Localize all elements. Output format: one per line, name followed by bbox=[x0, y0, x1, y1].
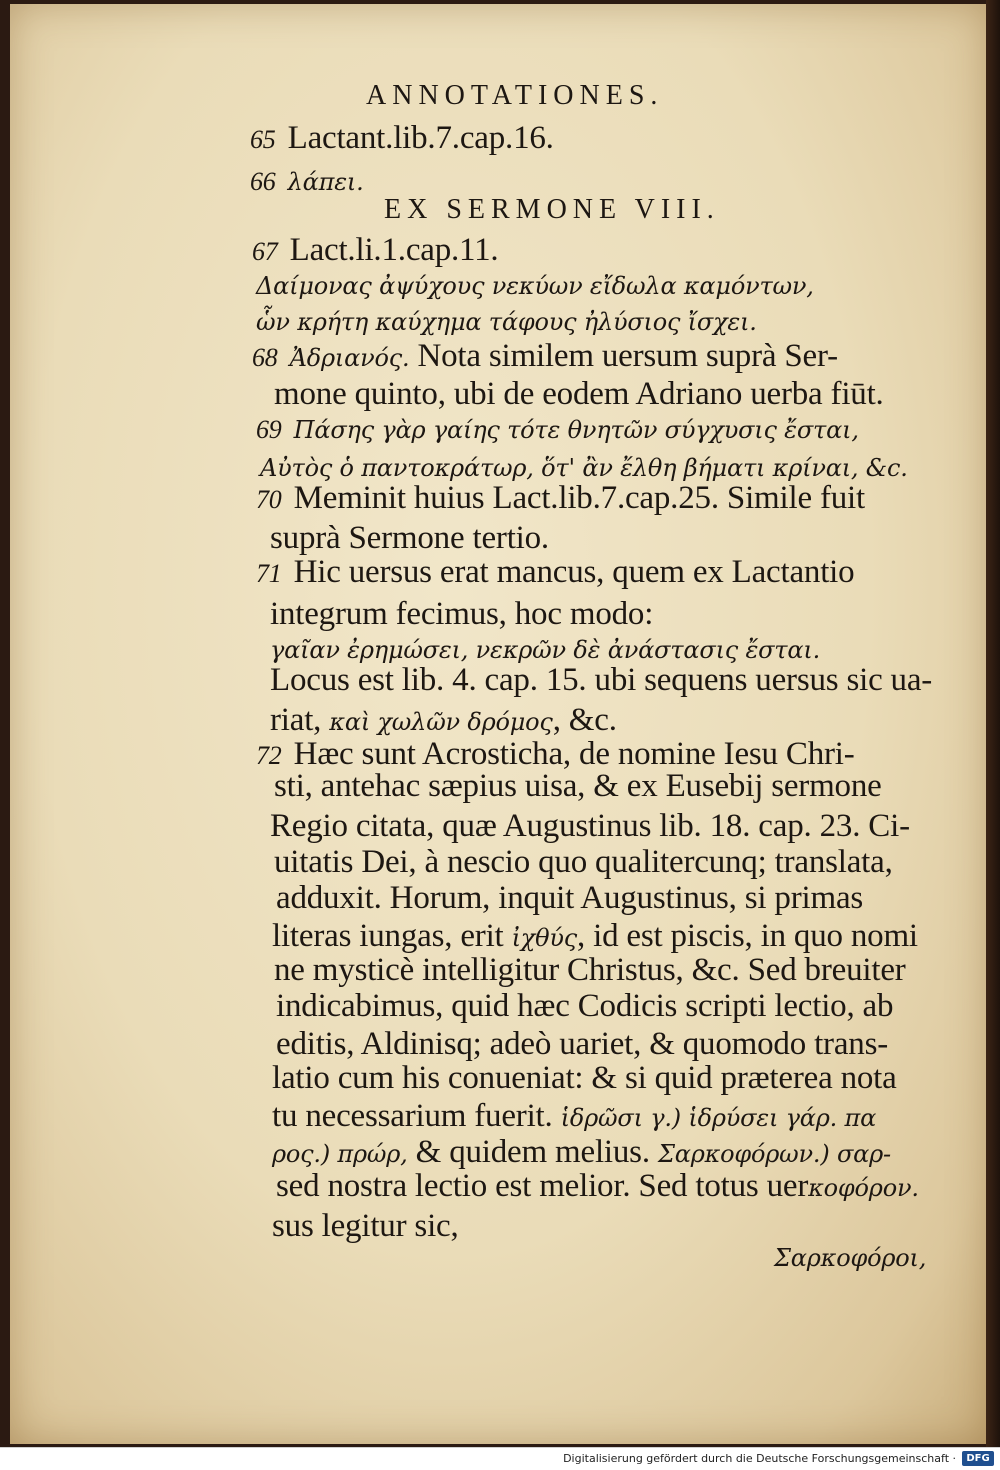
note-number: 70 bbox=[256, 485, 282, 514]
latin-text: integrum fecimus, hoc modo: bbox=[270, 596, 654, 632]
latin-text: latio cum his conueniat: & si quid præterea nota bbox=[272, 1060, 897, 1096]
note-number: 72 bbox=[256, 741, 282, 770]
text-line bbox=[276, 1166, 919, 1208]
latin-text: sus legitur sic, bbox=[272, 1208, 459, 1244]
note-number: 71 bbox=[256, 559, 282, 588]
text-line bbox=[252, 336, 838, 378]
latin-text: & quidem melius. bbox=[407, 1134, 658, 1170]
latin-text: tu necessarium fuerit. bbox=[272, 1098, 561, 1134]
text-line bbox=[276, 986, 893, 1026]
greek-text: ἰχθύς bbox=[511, 924, 577, 952]
latin-text: Lactant.lib.7.cap.16. bbox=[287, 120, 554, 156]
latin-text: Hic uersus erat mancus, quem ex Lactantio bbox=[293, 554, 855, 590]
note-number: 66 bbox=[250, 167, 276, 196]
latin-text: mone quinto, ubi de eodem Adriano uerba fiūt. bbox=[274, 376, 884, 412]
footer-credit: Digitalisierung gefördert durch die Deutsche Forschungsgemeinschaft · bbox=[563, 1452, 956, 1465]
latin-text: suprà Sermone tertio. bbox=[270, 520, 549, 556]
latin-text: sti, antehac sæpius uisa, & ex Eusebij sermone bbox=[274, 768, 882, 804]
latin-text: indicabimus, quid hæc Codicis scripti lectio, ab bbox=[276, 988, 894, 1024]
greek-text: κοφόρον. bbox=[808, 1174, 919, 1202]
greek-text: γαῖαν ἐρημώσει, νεκρῶν δὲ ἀνάστασις ἔσται. bbox=[270, 636, 821, 664]
note-number: 68 bbox=[252, 343, 278, 372]
note-number: 67 bbox=[252, 237, 278, 266]
greek-text: καὶ χωλῶν δρόμος bbox=[329, 708, 553, 736]
book-edge bbox=[986, 0, 1000, 1447]
text-line bbox=[272, 1206, 459, 1246]
latin-text: literas iungas, erit bbox=[272, 918, 512, 954]
latin-text: Meminit huius Lact.lib.7.cap.25. Simile fuit bbox=[293, 480, 865, 516]
latin-text: editis, Aldinisq; adeò uariet, & quomodo trans- bbox=[276, 1026, 889, 1062]
greek-text: ἱδρῶσι γ.) ἱδρύσει γάρ. πα bbox=[560, 1104, 877, 1132]
text-line bbox=[270, 660, 932, 700]
latin-text: , id est piscis, in quo nomi bbox=[577, 918, 918, 954]
latin-text: Locus est lib. 4. cap. 15. ubi sequens uersus sic ua- bbox=[270, 662, 933, 698]
text-line bbox=[250, 118, 554, 160]
text-line bbox=[256, 478, 865, 520]
footer-bar bbox=[0, 1447, 1000, 1470]
text-line bbox=[250, 160, 364, 202]
note-number: 69 bbox=[256, 415, 282, 444]
text-line bbox=[276, 878, 863, 918]
greek-text: Αὐτὸς ὁ παντοκράτωρ, ὅτ' ἂν ἔλθη βήματι κρίναι, &c. bbox=[260, 454, 908, 482]
section-heading: EX SERMONE VIII. bbox=[384, 194, 720, 225]
text-line bbox=[274, 766, 882, 806]
latin-text: uitatis Dei, à nescio quo qualitercunq; translata, bbox=[274, 844, 893, 880]
text-line bbox=[274, 842, 893, 882]
latin-text: , &c. bbox=[552, 702, 617, 738]
latin-text: adduxit. Horum, inquit Augustinus, si primas bbox=[276, 880, 864, 916]
latin-text: Regio citata, quæ Augustinus lib. 18. cap. 23. Ci- bbox=[270, 808, 910, 844]
latin-text: Hæc sunt Acrosticha, de nomine Iesu Chri- bbox=[293, 736, 855, 772]
greek-text: Πάσης γὰρ γαίης τότε θνητῶν σύγχυσις ἔσται, bbox=[293, 416, 859, 444]
text-line bbox=[270, 806, 910, 846]
greek-text: ρος.) πρώρ, bbox=[272, 1140, 408, 1168]
note-number: 65 bbox=[250, 125, 276, 154]
greek-text: λάπει. bbox=[287, 168, 364, 196]
greek-text: Δαίμονας ἀψύχους νεκύων εἴδωλα καμόντων, bbox=[256, 272, 814, 300]
catchword: Σαρκοφόροι, bbox=[774, 1244, 927, 1272]
latin-text: ne mysticè intelligitur Christus, &c. Sed breuiter bbox=[274, 952, 906, 988]
latin-text: Nota similem uersum suprà Ser- bbox=[409, 338, 838, 374]
greek-text: Ἀδριανός. bbox=[289, 344, 410, 372]
text-line bbox=[274, 950, 906, 990]
latin-text: sed nostra lectio est melior. Sed totus uer bbox=[276, 1168, 809, 1204]
text-line bbox=[256, 408, 859, 450]
greek-text: ὧν κρήτη καύχημα τάφους ἠλύσιος ἴσχει. bbox=[256, 308, 757, 336]
greek-text: Σαρκοφόρων.) σαρ- bbox=[657, 1140, 891, 1168]
latin-text: riat, bbox=[270, 702, 330, 738]
text-line bbox=[256, 552, 854, 594]
latin-text: Lact.li.1.cap.11. bbox=[289, 232, 499, 268]
dfg-logo[interactable]: DFG bbox=[962, 1451, 994, 1466]
running-header: ANNOTATIONES. bbox=[366, 80, 664, 111]
text-line bbox=[272, 1058, 897, 1098]
